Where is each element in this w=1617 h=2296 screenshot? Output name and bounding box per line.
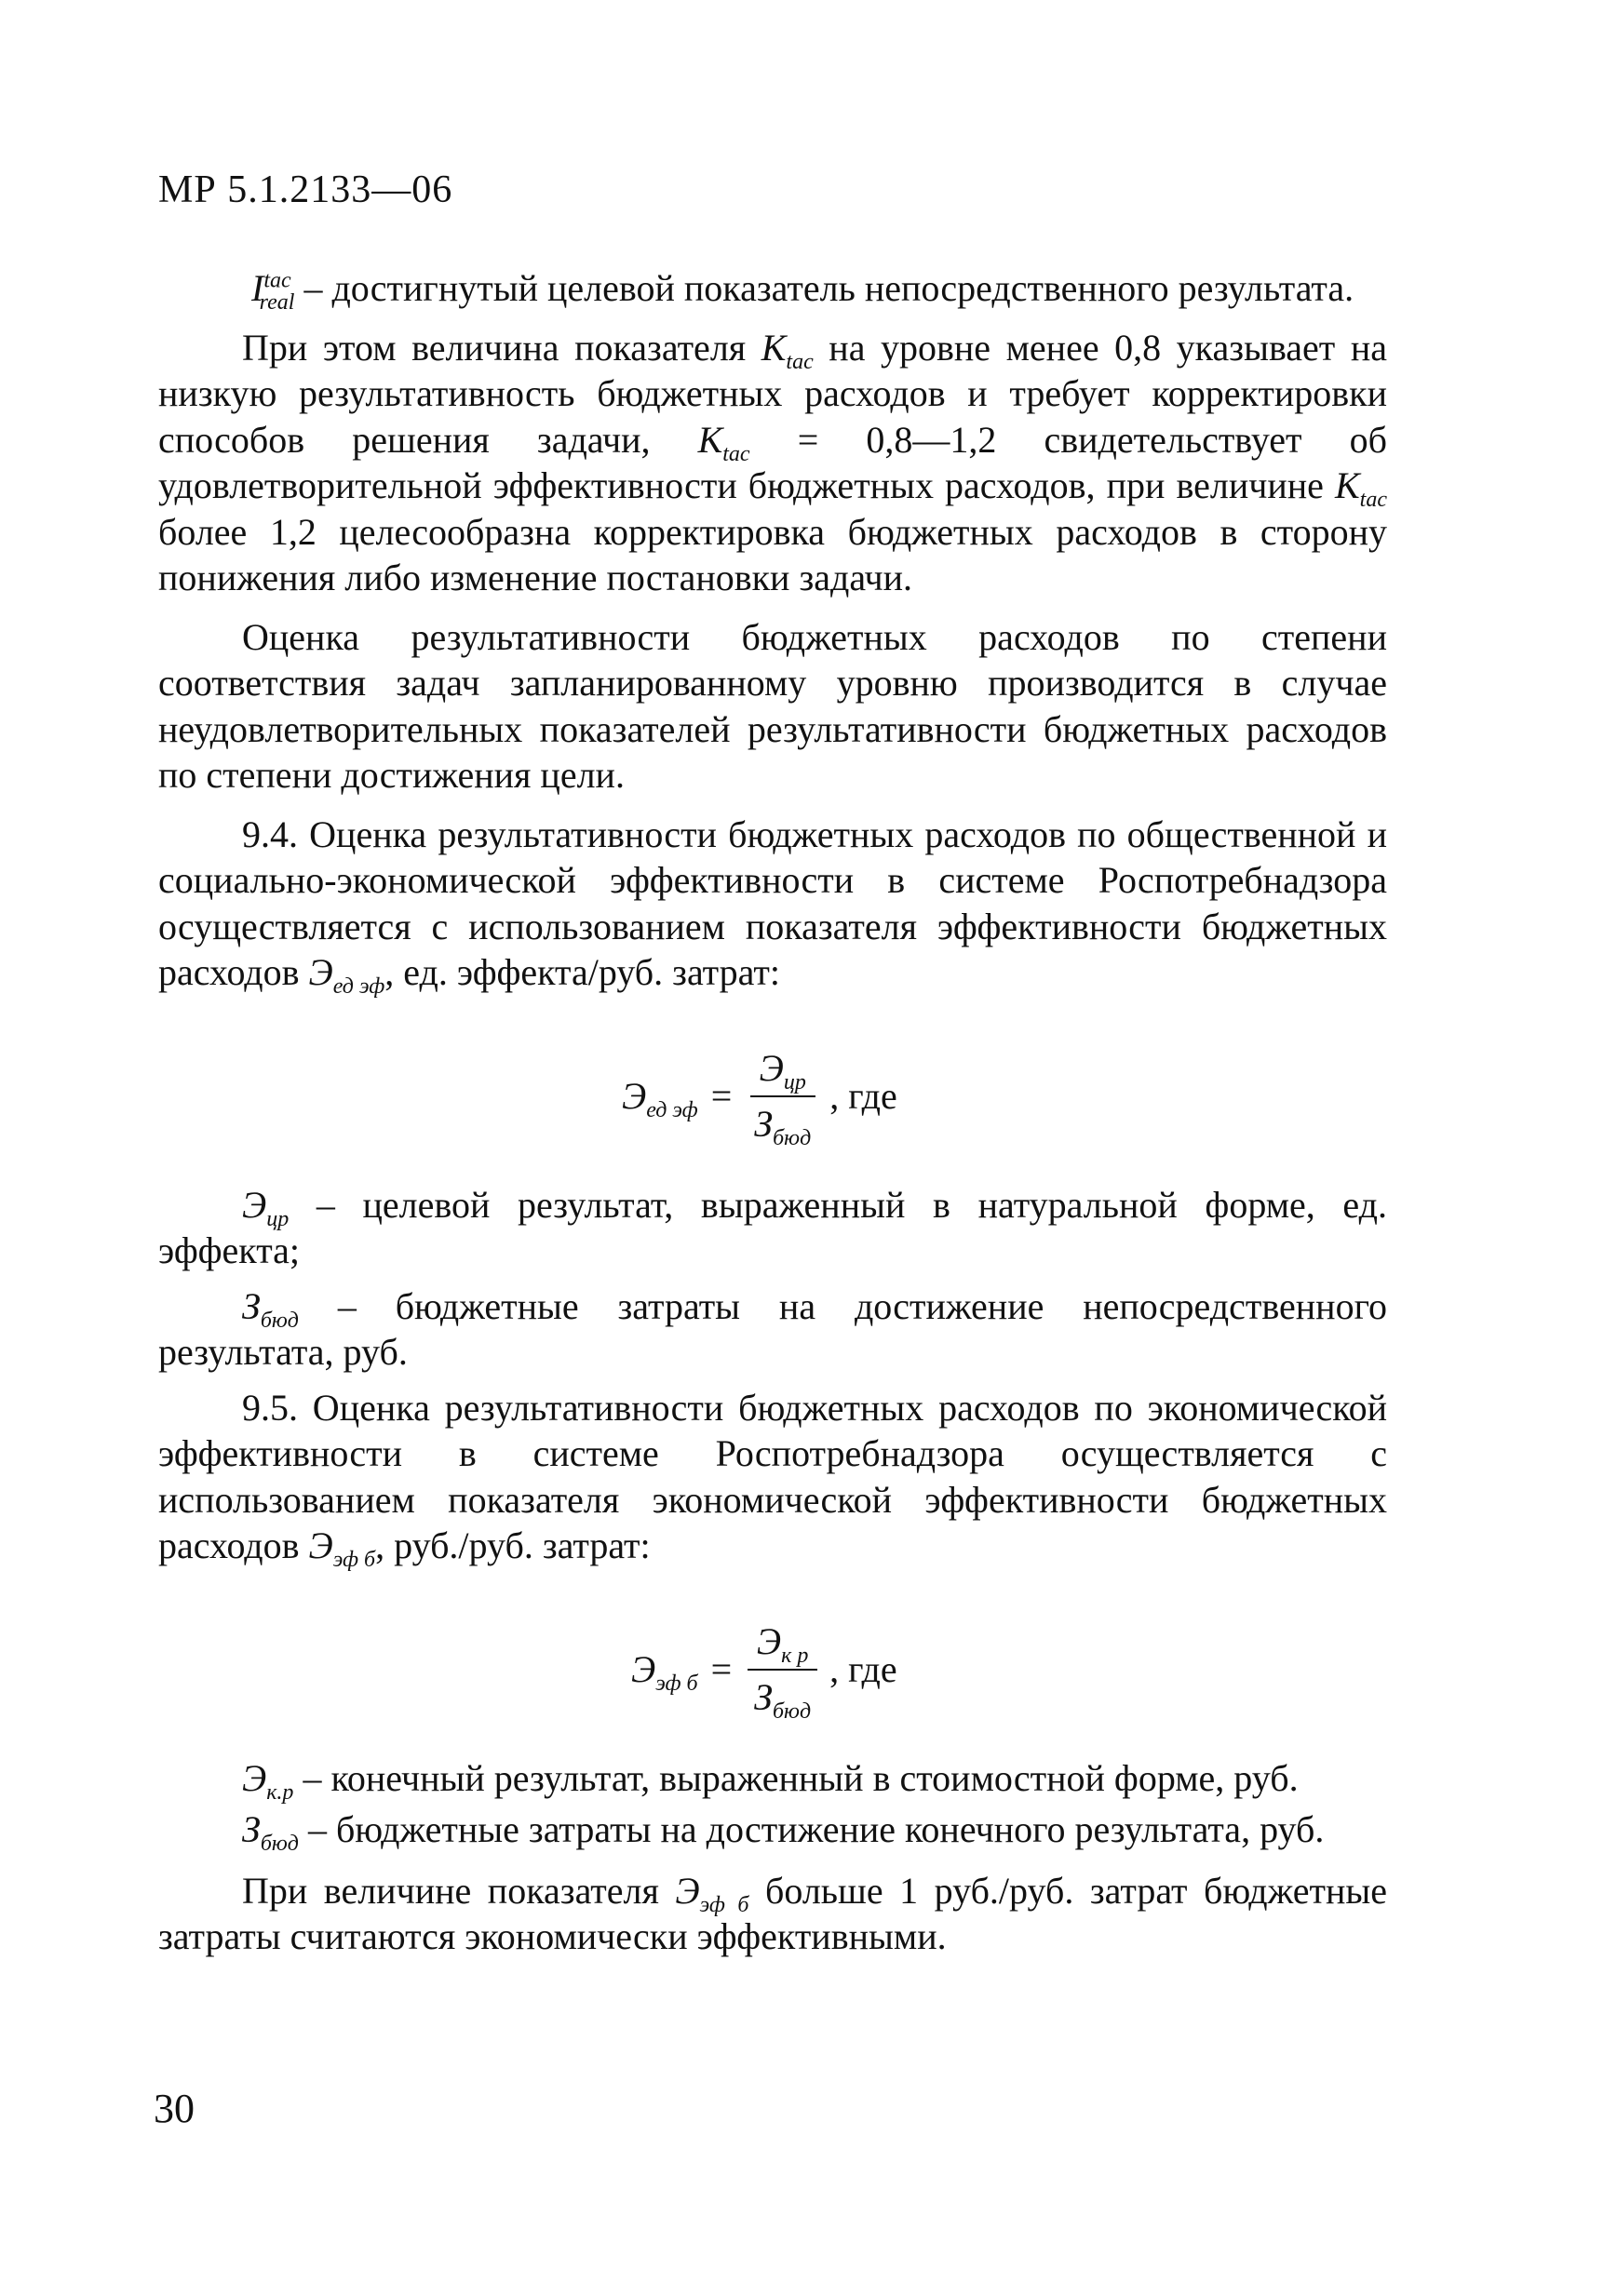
formula-denominator: $З_{бюд}$: [754, 1102, 812, 1150]
formula-equals: =: [710, 1647, 733, 1690]
page-number: 30: [154, 2086, 195, 2131]
formula-lhs: $Э_{ед эф}$: [622, 1074, 698, 1122]
formula-numerator: $Э_{цр}$: [750, 1045, 815, 1097]
symbol-eef-b: $Э_{эф б}$: [308, 1524, 376, 1572]
symbol-ktac: $K_{tac}$: [697, 418, 750, 466]
formula-lhs: $Э_{эф б}$: [631, 1647, 698, 1696]
document-body: [158, 265, 1387, 1960]
formula-where: , где: [829, 1647, 897, 1690]
formula-eed-ef: [158, 1031, 1387, 1161]
paragraph-section-9-4: 9.4. Оценка результативности бюджетных расходов по общественной и социально-экономической эффективности в системе Роспотребнадзора осуществляется с использованием показателя эффективности бюджетных расходов $Э_{ед эф}$, ед. эффекта/руб. затрат:: [158, 812, 1387, 999]
formula-where: , где: [829, 1074, 897, 1117]
definition-ekr: $Э_{к.р}$ – конечный результат, выраженный в стоимостной форме, руб.: [242, 1756, 1299, 1805]
symbol-ktac: $K_{tac}$: [761, 326, 814, 374]
definition-zbud-direct: $З_{бюд}$ – бюджетные затраты на достижение непосредственного результата, руб.: [158, 1284, 1387, 1373]
formula-numerator: $Э_{к р}$: [748, 1618, 817, 1671]
formula-equals: =: [710, 1074, 733, 1117]
formula-fraction: [745, 1618, 820, 1724]
symbol-ktac: $K_{tac}$: [1334, 464, 1387, 512]
definition-zbud-final: $З_{бюд}$ – бюджетные затраты на достижение конечного результата, руб.: [242, 1808, 1325, 1856]
definition-ecr: $Э_{цр}$ – целевой результат, выраженный в натуральной форме, ед. эффекта;: [158, 1183, 1387, 1271]
symbol-ireal: $I^{tac}_{real}$: [251, 267, 295, 315]
paragraph-efficiency-conclusion: При величине показателя $Э_{эф б}$ больше 1 руб./руб. затрат бюджетные затраты считаются экономически эффективными.: [158, 1869, 1387, 1957]
paragraph-ktac-evaluation: При этом величина показателя $K_{tac}$ на уровне менее 0,8 указывает на низкую результативность бюджетных расходов и требует корректировки способов решения задачи, $K_{tac}$ = 0,8—1,2 свидетельствует об удовлетворительной эффективности бюджетных расходов, при величине $K_{tac}$ более 1,2 целесообразна корректировка бюджетных расходов в сторону понижения либо изменение постановки задачи.: [158, 326, 1388, 598]
symbol-eef-b: $Э_{эф б}$: [675, 1869, 749, 1917]
symbol-eed-ef: $Э_{ед эф}$: [308, 951, 385, 999]
paragraph-definition-ireal: $I^{tac}_{real}$ – достигнутый целевой показатель непосредственного результата.: [251, 267, 1354, 315]
document-code-header: МР 5.1.2133—06: [158, 168, 453, 211]
formula-eef-b: [158, 1605, 1387, 1735]
formula-denominator: $З_{бюд}$: [754, 1675, 812, 1724]
formula-fraction: [745, 1045, 820, 1150]
paragraph-section-9-5: 9.5. Оценка результативности бюджетных расходов по экономической эффективности в системе Роспотребнадзора осуществляется с использованием показателя экономической эффективности бюджетных расходов $Э_{эф б}$, руб./руб. затрат:: [158, 1386, 1387, 1572]
paragraph-task-compliance: Оценка результативности бюджетных расходов по степени соответствия задач запланированному уровню производится в случае неудовлетворительных показателей результативности бюджетных расходов по степени достижения цели.: [158, 615, 1387, 796]
